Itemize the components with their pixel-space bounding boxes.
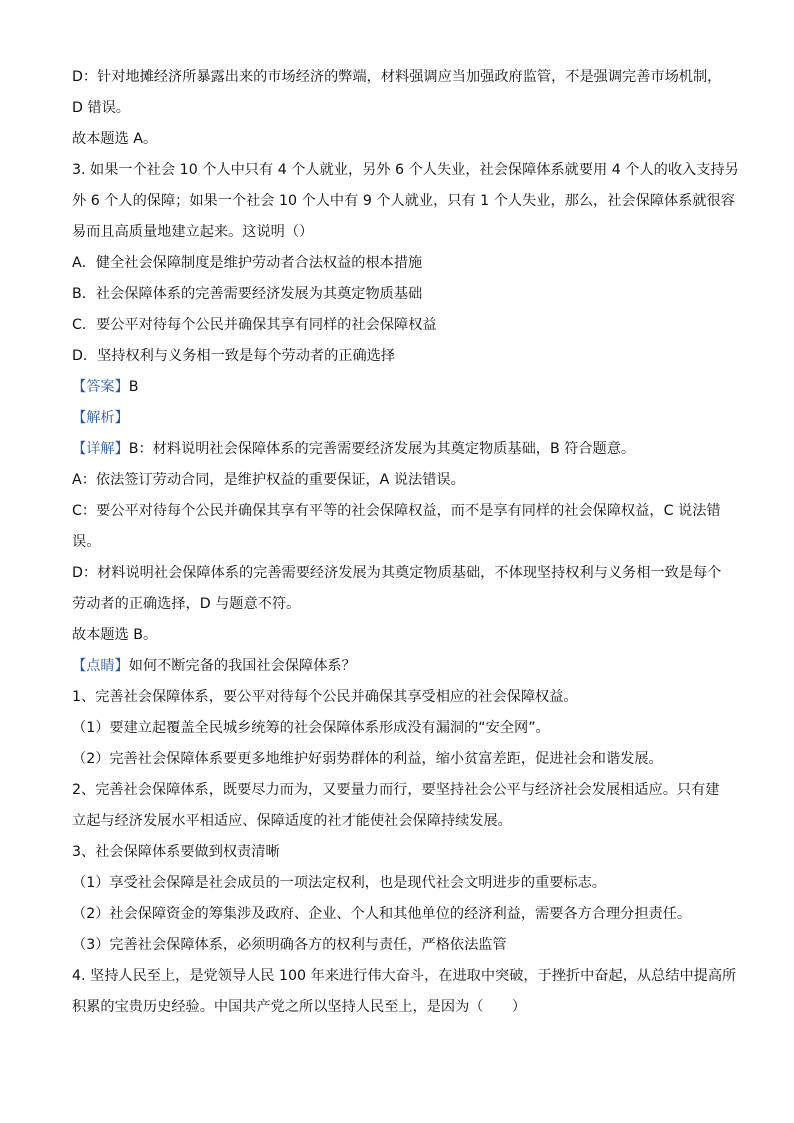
analysis-line-d-cont: D 错误。 xyxy=(72,100,130,116)
tip-point-3: 3、社会保障体系要做到权责清晰 xyxy=(72,844,280,860)
option-b: B．社会保障体系的完善需要经济发展为其奠定物质基础 xyxy=(72,286,423,302)
tip-point-1: 1、完善社会保障体系，要公平对待每个公民并确保其享受相应的社会保障权益。 xyxy=(72,689,578,705)
tip-text: 如何不断完备的我国社会保障体系？ xyxy=(128,658,356,674)
question-3-line-2: 外 6 个人的保障；如果一个社会 10 个人中有 9 个人就业，只有 1 个人失业，那么，社会保障体系就很容 xyxy=(72,193,735,209)
detail-tag: 【详解】 xyxy=(72,441,129,457)
analysis-line-a: A：依法签订劳动合同，是维护权益的重要保证，A 说法错误。 xyxy=(72,472,465,488)
tip-point-3-sub-3: （3）完善社会保障体系，必须明确各方的权利与责任，严格依法监管 xyxy=(72,937,507,953)
answer-value: B xyxy=(128,379,139,395)
tip-point-2-cont: 立起与经济发展水平相适应、保障适度的社才能使社会保障持续发展。 xyxy=(72,813,512,829)
tip-point-1-sub-1: （1）要建立起覆盖全民城乡统筹的社会保障体系形成没有漏洞的“安全网”。 xyxy=(72,720,550,736)
question-3-line-3: 易而且高质量地建立起来。这说明（） xyxy=(72,224,314,240)
analysis-tag: 【解析】 xyxy=(72,410,129,426)
conclusion-line-2: 故本题选 B。 xyxy=(72,627,158,643)
analysis-line-d: D：针对地摊经济所暴露出来的市场经济的弊端，材料强调应当加强政府监管，不是强调完善市场机制， xyxy=(72,69,722,85)
analysis-line-c: C：要公平对待每个公民并确保其享有平等的社会保障权益，而不是享有同样的社会保障权益，C 说法错 xyxy=(72,503,721,519)
question-4-line-2: 积累的宝贵历史经验。中国共产党之所以坚持人民至上，是因为（ ） xyxy=(72,999,527,1015)
document-page xyxy=(72,62,739,1023)
tip-point-3-sub-2: （2）社会保障资金的筹集涉及政府、企业、个人和其他单位的经济利益，需要各方合理分担责任。 xyxy=(72,906,692,922)
option-c: C．要公平对待每个公民并确保其享有同样的社会保障权益 xyxy=(72,317,437,333)
option-a: A．健全社会保障制度是维护劳动者合法权益的根本措施 xyxy=(72,255,423,271)
question-4-line-1: 4. 坚持人民至上，是党领导人民 100 年来进行伟大奋斗，在进取中突破，于挫折中奋起，从总结中提高所 xyxy=(72,968,737,984)
answer-tag: 【答案】 xyxy=(72,379,129,395)
detail-text: B：材料说明社会保障体系的完善需要经济发展为其奠定物质基础，B 符合题意。 xyxy=(128,441,636,457)
tip-point-2: 2、完善社会保障体系，既要尽力而为，又要量力而行，要坚持社会公平与经济社会发展相适应。只有建 xyxy=(72,782,720,798)
analysis-line-c-cont: 误。 xyxy=(72,534,101,550)
option-d: D．坚持权利与义务相一致是每个劳动者的正确选择 xyxy=(72,348,396,364)
conclusion-line: 故本题选 A。 xyxy=(72,131,158,147)
analysis-line-d2: D：材料说明社会保障体系的完善需要经济发展为其奠定物质基础，不体现坚持权利与义务相一致是每个 xyxy=(72,565,722,581)
tip-line xyxy=(72,651,722,682)
analysis-line-d2-cont: 劳动者的正确选择，D 与题意不符。 xyxy=(72,596,301,612)
tip-point-1-sub-2: （2）完善社会保障体系要更多地维护好弱势群体的利益，缩小贫富差距，促进社会和谐发展。 xyxy=(72,751,663,767)
detail-line xyxy=(72,434,722,465)
tip-tag: 【点睛】 xyxy=(72,658,129,674)
analysis-heading xyxy=(72,403,722,434)
question-3-line-1: 3. 如果一个社会 10 个人中只有 4 个人就业，另外 6 个人失业，社会保障体系就要用 4 个人的收入支持另 xyxy=(72,162,739,178)
answer-line xyxy=(72,372,722,403)
tip-point-3-sub-1: （1）享受社会保障是社会成员的一项法定权利，也是现代社会文明进步的重要标志。 xyxy=(72,875,606,891)
